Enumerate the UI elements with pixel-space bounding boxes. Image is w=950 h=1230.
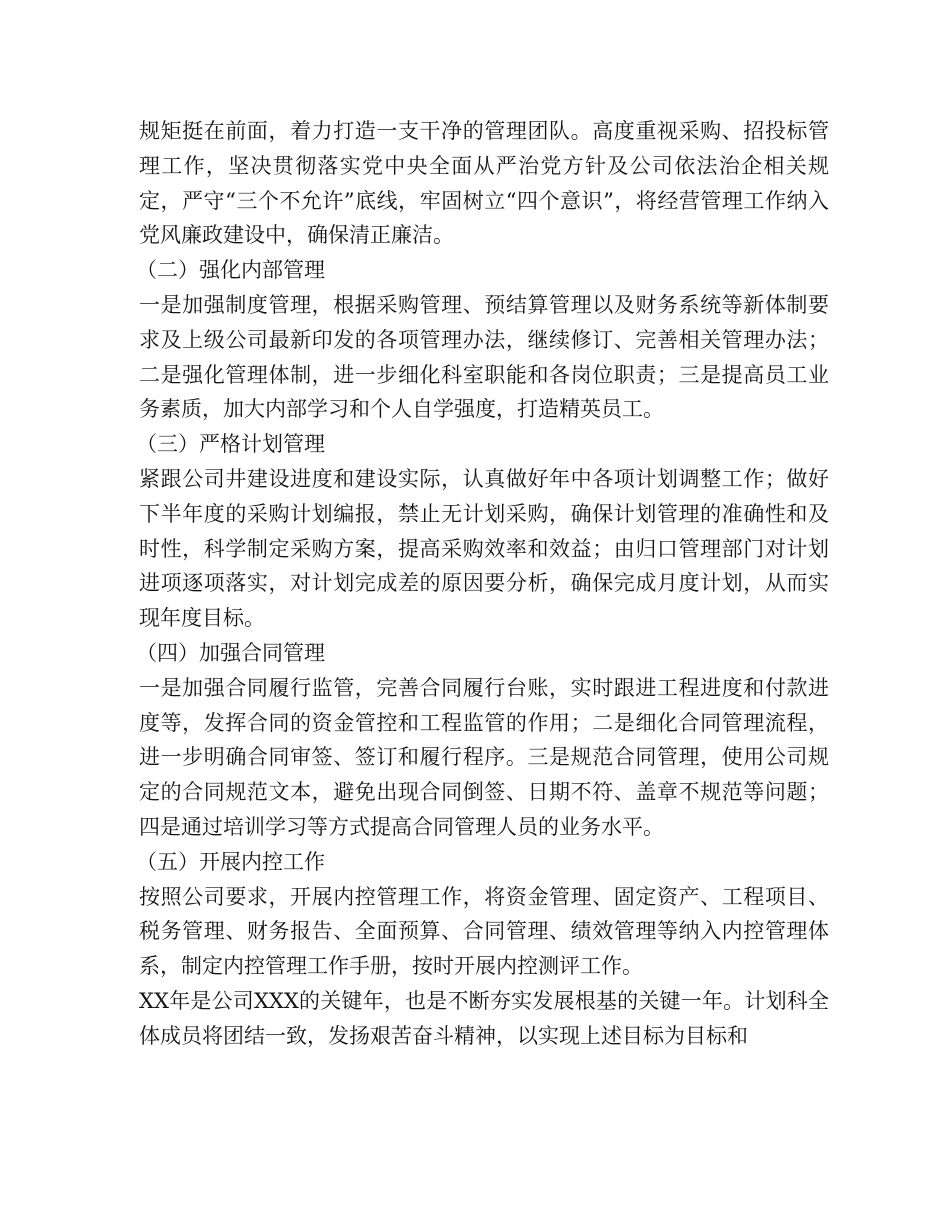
section-heading-plan-management: （三）严格计划管理 [136,432,325,457]
paragraph-contract-management: 一是加强合同履行监管，完善合同履行台账，实时跟进工程进度和付款进度等，发挥合同的资金管控和工程监管的作用；二是细化合同管理流程，进一步明确合同审签、签订和履行程序。三是规范合同管理，使用公司规定的合同规范文本，避免出现合同倒签、日期不符、盖章不规范等问题；四是通过培训学习等方式提高合同管理人员的业务水平。 [139,675,829,839]
paragraph-plan-management: 紧跟公司井建设进度和建设实际，认真做好年中各项计划调整工作；做好下半年度的采购计划编报，禁止无计划采购，确保计划管理的准确性和及时性，科学制定采购方案，提高采购效率和效益；由归口管理部门对计划进项逐项落实，对计划完成差的原因要分析，确保完成月度计划，从而实现年度目标。 [139,466,829,631]
section-heading-contract-management: （四）加强合同管理 [136,640,325,665]
section-heading-internal-control: （五）开展内控工作 [136,849,325,874]
section-heading-internal-management: （二）强化内部管理 [136,258,325,283]
paragraph-clean-management: 规矩挺在前面，着力打造一支干净的管理团队。高度重视采购、招投标管理工作，坚决贯彻落实党中央全面从严治党方针及公司依法治企相关规定，严守“三个不允许”底线，牢固树立“四个意识”，将经营管理工作纳入党风廉政建设中，确保清正廉洁。 [139,119,829,248]
paragraph-conclusion: XX年是公司XXX的关键年，也是不断夯实发展根基的关键一年。计划科全体成员将团结一致，发扬艰苦奋斗精神，以实现上述目标为目标和 [139,988,829,1048]
document-page [136,114,829,1054]
paragraph-internal-management: 一是加强制度管理，根据采购管理、预结算管理以及财务系统等新体制要求及上级公司最新印发的各项管理办法，继续修订、完善相关管理办法；二是强化管理体制，进一步细化科室职能和各岗位职责；三是提高员工业务素质，加大内部学习和个人自学强度，打造精英员工。 [139,292,829,422]
paragraph-internal-control: 按照公司要求，开展内控管理工作，将资金管理、固定资产、工程项目、税务管理、财务报告、全面预算、合同管理、绩效管理等纳入内控管理体系，制定内控管理工作手册，按时开展内控测评工作。 [139,884,829,979]
